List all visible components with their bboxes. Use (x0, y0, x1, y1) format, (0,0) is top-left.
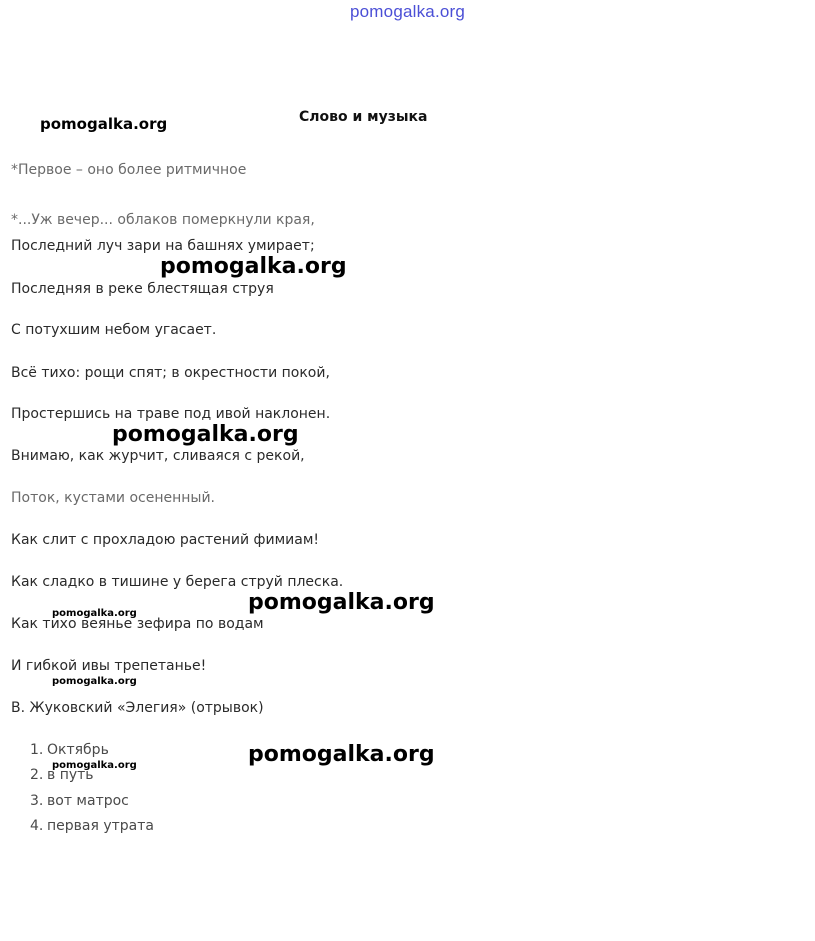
poem-line-4: С потухшим небом угасает. (11, 322, 217, 338)
top-watermark: pomogalka.org (350, 2, 466, 21)
list-number: 2. (30, 767, 44, 783)
list-number: 4. (30, 818, 44, 834)
poem-line-11: Как тихо веянье зефира по водам (11, 616, 264, 632)
header-watermark: pomogalka.org (40, 115, 168, 133)
list-text: первая утрата (47, 818, 154, 834)
answer-line: *Первое – оно более ритмичное (11, 162, 247, 178)
list-item (30, 742, 109, 758)
list-number: 1. (30, 742, 44, 758)
poem-line-2: Последний луч зари на башнях умирает; (11, 238, 315, 254)
watermark-large: pomogalka.org (248, 590, 435, 615)
watermark-large: pomogalka.org (112, 422, 299, 447)
poem-line-12: И гибкой ивы трепетанье! (11, 658, 207, 674)
poem-line-8: Поток, кустами осененный. (11, 490, 216, 506)
poem-line-9: Как слит с прохладою растений фимиам! (11, 532, 320, 548)
list-item (30, 818, 154, 834)
list-text: в путь (47, 767, 94, 783)
list-number: 3. (30, 793, 44, 809)
poem-line-6: Простершись на траве под ивой наклонен. (11, 406, 331, 422)
watermark-large: pomogalka.org (160, 254, 347, 279)
list-text: вот матрос (47, 793, 129, 809)
poem-attribution: В. Жуковский «Элегия» (отрывок) (11, 700, 264, 716)
list-text: Октябрь (47, 742, 109, 758)
list-item (30, 793, 129, 809)
poem-line-3: Последняя в реке блестящая струя (11, 281, 274, 297)
watermark-large: pomogalka.org (248, 742, 435, 767)
watermark-small: pomogalka.org (52, 760, 137, 771)
watermark-small: pomogalka.org (52, 608, 137, 619)
poem-line-5: Всё тихо: рощи спят; в окрестности покой, (11, 365, 330, 381)
poem-line-1: *...Уж вечер... облаков померкнули края, (11, 212, 315, 228)
document-title: Слово и музыка (299, 109, 428, 125)
watermark-small: pomogalka.org (52, 676, 137, 687)
poem-line-7: Внимаю, как журчит, сливаяся с рекой, (11, 448, 305, 464)
poem-line-10: Как сладко в тишине у берега струй плеска. (11, 574, 344, 590)
